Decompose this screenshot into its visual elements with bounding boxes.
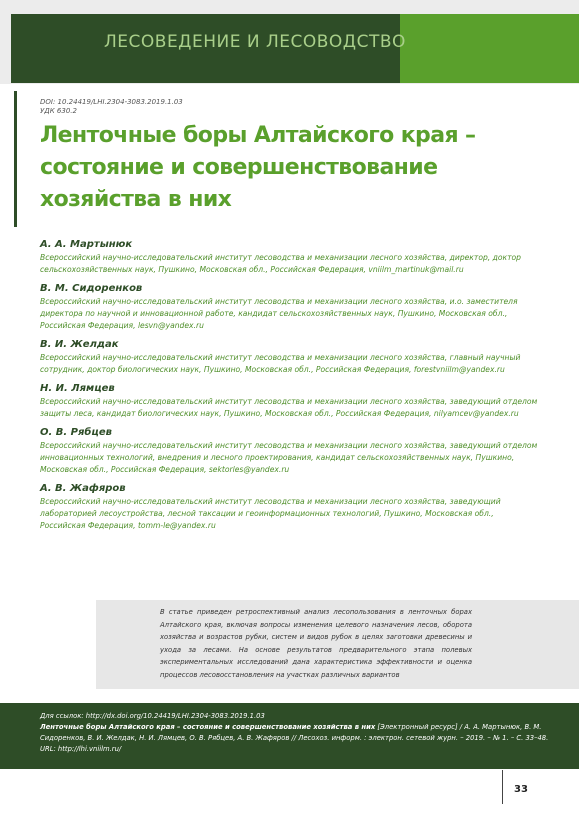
udk-line: УДК 630.2 <box>40 107 77 115</box>
author-affiliation: Всероссийский научно-исследовательский институт лесоводства и механизации лесного хозяйства, заведующий отделом защиты леса, кандидат биологических наук, Пушкино, Московская обл., Российская Федерация, nilyamcev@yandex.ru <box>40 397 538 418</box>
citation-title: Ленточные боры Алтайского края – состояние и совершенствование хозяйства в них <box>40 723 376 731</box>
author-block <box>40 282 540 332</box>
author-block <box>40 482 540 532</box>
section-banner-accent <box>400 14 579 83</box>
author-affiliation: Всероссийский научно-исследовательский институт лесоводства и механизации лесного хозяйства, и.о. заместителя директора по научной и инновационной работе, кандидат сельскохозяйственных наук, Пушкино, Московская обл., Российская Федерация, lesvn@yandex.ru <box>40 297 518 330</box>
author-affiliation: Всероссийский научно-исследовательский институт лесоводства и механизации лесного хозяйства, заведующий лабораторией лесоустройства, лесной таксации и геоинформационных технологий, Пушкино, Московская обл., Российская Федерация, tomm-le@yandex.ru <box>40 497 501 530</box>
author-name: Н. И. Лямцев <box>40 383 115 394</box>
title-side-rule <box>14 91 17 227</box>
author-block <box>40 238 540 276</box>
citation-prefix: Для ссылок: http://dx.doi.org/10.24419/LHI.2304-3083.2019.1.03 <box>40 712 265 720</box>
page-number: 33 <box>514 784 528 795</box>
author-name: А. В. Жафяров <box>40 483 126 494</box>
author-affiliation: Всероссийский научно-исследовательский институт лесоводства и механизации лесного хозяйства, заведующий отделом инновационных технологий, внедрения и лесного проектирования, кандидат сельскохозяйственных наук, Пушкино, Московская обл., Российская Федерация, sektorles@yandex.ru <box>40 441 538 474</box>
author-name: О. В. Рябцев <box>40 427 112 438</box>
doi-line: DOI: 10.24419/LHI.2304-3083.2019.1.03 <box>40 98 183 106</box>
citation-details: [Электронный ресурс] / А. А. Мартынюк, В. М. Сидоренков, В. И. Желдак, Н. И. Лямцев, О. В. Рябцев, А. В. Жафяров // Лесохоз. информ. : электрон. сетевой журн. – 2019. – № 1. – С. 33–48. URL: http://lhi.vniilm.ru/ <box>40 723 549 753</box>
author-name: В. И. Желдак <box>40 339 119 350</box>
article-title: Ленточные боры Алтайского края – состояние и совершенствование хозяйства в них <box>40 123 476 212</box>
author-affiliation: Всероссийский научно-исследовательский институт лесоводства и механизации лесного хозяйства, директор, доктор сельскохозяйственных наук, Пушкино, Московская обл., Российская Федерация, vniilm_martinuk@mail.ru <box>40 253 521 274</box>
author-affiliation: Всероссийский научно-исследовательский институт лесоводства и механизации лесного хозяйства, главный научный сотрудник, доктор биологических наук, Пушкино, Московская обл., Российская Федерация, forestvniilm@yandex.ru <box>40 353 521 374</box>
author-block <box>40 338 540 376</box>
abstract-text: В статье приведен ретроспективный анализ лесопользования в ленточных борах Алтайского края, включая вопросы изменения целевого назначения лесов, оборота хозяйства и возрастов рубки, систем и видов рубок в целях заготовки древесины и ухода за лесами. На основе результатов предварительного этапа полевых экспериментальных исследований дана характеристика эффективности и оценка процессов лесовосстановления на участках различных вариантов <box>160 608 472 679</box>
citation-text <box>40 711 566 755</box>
footer-rule <box>502 770 503 804</box>
section-title: ЛЕСОВЕДЕНИЕ И ЛЕСОВОДСТВО <box>104 32 406 52</box>
author-name: А. А. Мартынюк <box>40 239 133 250</box>
author-name: В. М. Сидоренков <box>40 283 143 294</box>
author-list <box>40 238 540 538</box>
author-block <box>40 426 540 476</box>
author-block <box>40 382 540 420</box>
